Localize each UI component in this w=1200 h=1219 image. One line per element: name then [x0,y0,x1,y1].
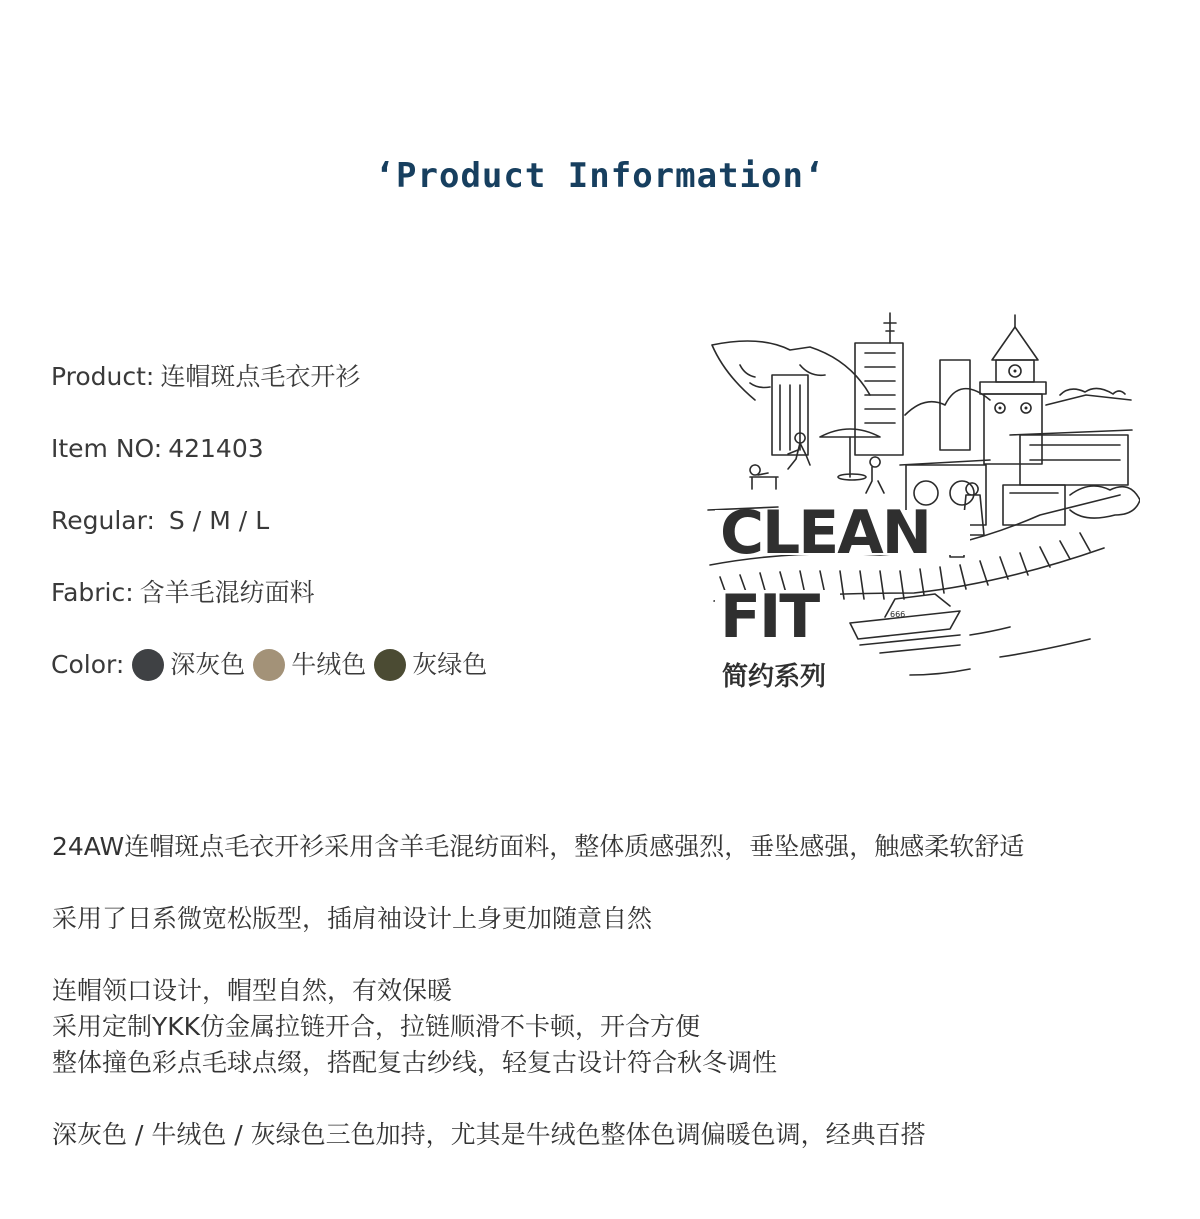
color-swatch-dark-gray [132,649,164,681]
description-line: 24AW连帽斑点毛衣开衫采用含羊毛混纺面料，整体质感强烈，垂坠感强，触感柔软舒适 [52,832,1025,861]
description-line: 深灰色 / 牛绒色 / 灰绿色三色加持，尤其是牛绒色整体色调偏暖色调，经典百搭 [52,1120,926,1149]
fabric-value: 含羊毛混纺面料 [139,578,315,607]
size-m: M [209,506,231,535]
size-separator: / [238,506,248,535]
fabric-row [51,576,315,610]
item-number-value: 421403 [168,434,264,463]
color-row [51,647,487,683]
brand-line-clean: CLEAN [720,498,930,568]
boat-number: 666 [890,610,906,619]
clean-fit-city-illustration [700,305,1140,700]
description-line: 连帽领口设计，帽型自然，有效保暖 [52,976,453,1005]
description-line: 整体撞色彩点毛球点缀，搭配复古纱线，轻复古设计符合秋冬调性 [52,1048,778,1077]
product-value: 连帽斑点毛衣开衫 [160,362,361,391]
color-label: Color: [51,650,125,679]
section-title: ‘Product Information‘ [374,156,826,196]
color-name-camel: 牛绒色 [291,650,367,679]
item-number-label: Item NO: [51,434,163,463]
description-line: 采用定制YKK仿金属拉链开合，拉链顺滑不卡顿，开合方便 [52,1012,701,1041]
regular-label: Regular: [51,506,155,535]
color-swatch-olive [374,649,406,681]
item-number-row [51,432,264,466]
color-name-dark-gray: 深灰色 [170,650,246,679]
product-label: Product: [51,362,155,391]
product-row [51,360,360,394]
brand-line-fit: FIT [720,582,819,652]
size-l: L [255,506,270,535]
color-name-olive: 灰绿色 [412,650,488,679]
color-swatch-camel [253,649,285,681]
series-label: 简约系列 [722,662,827,692]
size-s: S [168,506,185,535]
description-line: 采用了日系微宽松版型，插肩袖设计上身更加随意自然 [52,904,653,933]
fabric-label: Fabric: [51,578,134,607]
size-row [51,504,273,538]
size-separator: / [192,506,202,535]
